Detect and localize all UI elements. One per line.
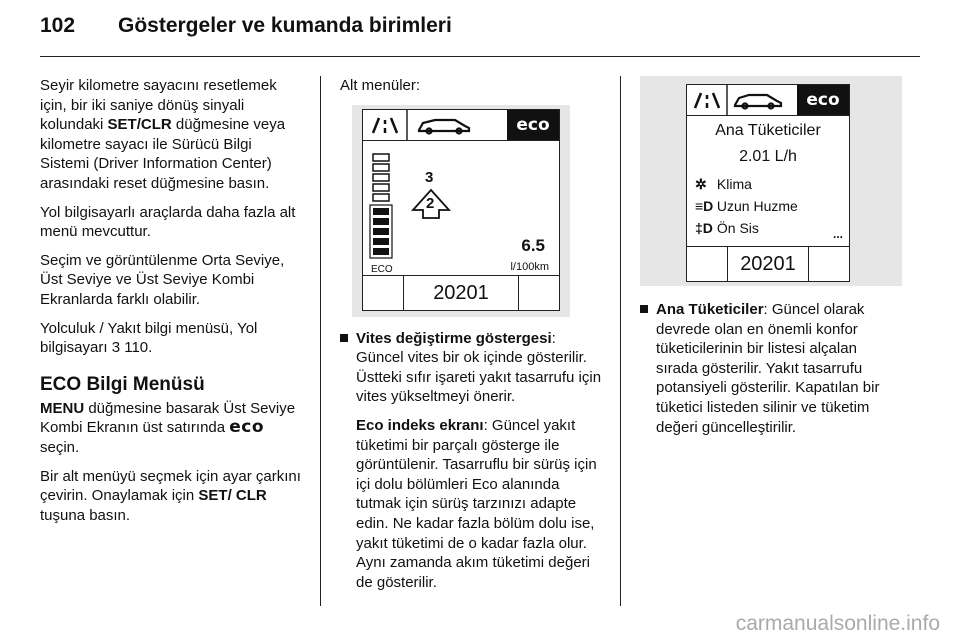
- watermark: carmanualsonline.info: [735, 612, 940, 635]
- paragraph-submenus: Yol bilgisayarlı araçlarda daha fazla alt menü mevcuttur.: [40, 203, 296, 241]
- eco-index-illustration: [352, 105, 570, 317]
- eco-index-screen: [362, 109, 560, 311]
- eco-zone-label: ECO: [371, 263, 393, 275]
- consumers-title: Ana Tüketiciler: [715, 122, 821, 139]
- car-icon-2: [735, 95, 781, 109]
- column-2: [340, 76, 606, 601]
- road-car-icons: [363, 110, 503, 140]
- main-consumers-screen: [686, 84, 850, 282]
- column-1: [40, 76, 302, 534]
- column-3: [640, 76, 902, 446]
- eco-index-description: Eco indeks ekranı: Güncel yakıt tüketimi bir parçalı gösterge ile görüntülenir. Tasarruflu bir sürüş için içi dolu bölümleri Eco alanında tutmak için sürüş tarzınızı adapte edin. Ne kadar fazla bölüm dolu ise, yakıt tüketimi de o kadar fazla olur. Aynı zamanda akım tüketimi değeri de gösterilir.: [356, 416, 597, 591]
- segment-bar-filled: [373, 208, 389, 255]
- page-ref-arrow-icon: 3: [111, 339, 121, 357]
- odometer-value: 20201: [433, 281, 489, 304]
- screen-top-bar-2: [687, 85, 849, 116]
- consumer-item-fog: ‡D Ön Sis: [695, 219, 759, 239]
- segment-bar-empty: [373, 154, 389, 201]
- paragraph-reset: Seyir kilometre sayacını resetlemek için, bir iki saniye dönüş sinyali kolundaki SET/CLR düğmesine veya kilometre sayacı ile Sürücü Bilgi Sistemi (Driver Information Center) arasındaki reset düğmesine basın.: [40, 77, 286, 192]
- eco-tab: eco: [507, 110, 559, 140]
- consumer-item-high-beam: ≡D Uzun Huzme: [695, 197, 798, 217]
- more-indicator: ...: [832, 227, 843, 241]
- submenus-intro: Alt menüler:: [340, 77, 421, 94]
- main-consumers-illustration: [640, 76, 902, 286]
- consumption-value: 6.5: [521, 235, 545, 255]
- eco-symbol: eco: [229, 417, 265, 438]
- road-icon-2: [695, 93, 719, 108]
- high-beam-icon: ≡D: [695, 198, 714, 214]
- page-title: Göstergeler ve kumanda birimleri: [118, 14, 452, 37]
- road-car-icons-2: [687, 85, 797, 115]
- screen-bottom-bar-2: [687, 246, 849, 281]
- paragraph-selection: Seçim ve görüntülenme Orta Seviye, Üst Seviye ve Üst Seviye Kombi Ekranlarda farklı olabilir.: [40, 251, 285, 308]
- page-number: 102: [40, 14, 76, 37]
- section-title: ECO Bilgi Menüsü: [40, 373, 205, 395]
- column-divider-2: [620, 76, 621, 606]
- fog-light-icon: ‡D: [695, 220, 713, 236]
- column-divider-1: [320, 76, 321, 606]
- set-clr-label-2: SET/ CLR: [198, 487, 267, 505]
- consumers-value: 2.01 L/h: [739, 148, 797, 165]
- paragraph-trip-ref: Yolculuk / Yakıt bilgi menüsü, Yol bilgisayarı 3 110.: [40, 319, 258, 357]
- paragraph-confirm: Bir alt menüyü seçmek için ayar çarkını çevirin. Onaylamak için SET/ CLR tuşuna basın.: [40, 467, 301, 524]
- consumer-item-klima: ✲ Klima: [695, 175, 752, 195]
- header-rule: [40, 56, 920, 57]
- consumption-unit: l/100km: [510, 260, 549, 273]
- gear-lower: 2: [426, 194, 435, 212]
- screen-top-bar: [363, 110, 559, 141]
- eco-tab-2: eco: [797, 85, 849, 115]
- odometer-value-2: 20201: [740, 253, 796, 275]
- bullet-marker: [340, 334, 348, 342]
- gear-upper: 3: [425, 168, 434, 186]
- bullet-gear-indicator: Vites değiştirme göstergesi: Güncel vites bir ok içinde gösterilir. Üstteki sıfır işareti yakıt tasarrufu için vites yükseltmeyi önerir.: [340, 329, 606, 407]
- screen-bottom-bar: [363, 275, 559, 310]
- bullet-marker-2: [640, 305, 648, 313]
- car-icon: [419, 120, 469, 134]
- set-clr-label: SET/CLR: [107, 116, 172, 134]
- paragraph-menu: MENU düğmesine basarak Üst Seviye Kombi Ekranın üst satırında eco seçin.: [40, 399, 296, 456]
- menu-label: MENU: [40, 399, 85, 417]
- klima-icon: ✲: [695, 176, 707, 192]
- road-icon: [373, 118, 397, 133]
- bullet-main-consumers: Ana Tüketiciler: Güncel olarak devrede olan en önemli konfor tüketicilerinin bir listesi alçalan sırada gösterilir. Yakıt tasarrufu potansiyeli gösterilir. Kapatılan bir tüketici listeden silinir ve tüketim değeri güncelleştirilir.: [640, 300, 902, 437]
